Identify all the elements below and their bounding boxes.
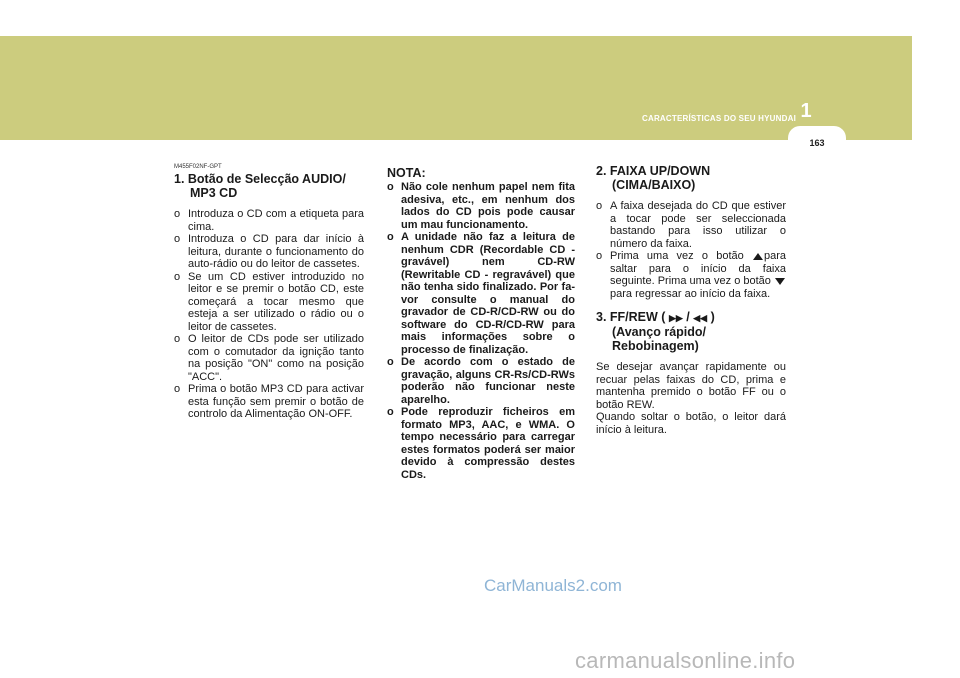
heading-text: 3. FF/REW (	[596, 310, 666, 324]
note-heading: NOTA:	[387, 166, 426, 180]
heading-text: )	[710, 310, 715, 324]
column-note	[387, 166, 575, 481]
note-item-text: A unidade não faz a leitura de nenhum CDR (Recordable CD - gravável) nem CD-RW (Rewritable CD - regravável) que não tenha sido finalizado. Por fa-vor consulte o manual do gravador de CD-R/CD-RW ou do software do CD-R/CD-RW para mais informações sobre o processo de finalização.	[401, 231, 575, 356]
watermark-carmanualsonline: carmanualsonline.info	[575, 648, 796, 673]
paragraph: Quando soltar o botão, o leitor dará início à leitura.	[596, 411, 786, 436]
list-item-text: O leitor de CDs pode ser utilizado com o comutador da ignição tanto na posição "ON" como na posição "ACC".	[188, 333, 364, 383]
bullet-marker: o	[387, 231, 394, 243]
note-item	[387, 181, 575, 231]
list-item-text: Introduza o CD para dar início à leitura, durante o funcionamento do auto-rádio ou do leitor de cassetes.	[188, 233, 364, 270]
list-item-text: para saltar para o início da faixa seguinte. Prima uma vez o botão	[610, 250, 786, 287]
list-item-text: Prima uma vez o botão	[610, 250, 744, 262]
bullet-marker: o	[387, 181, 394, 193]
heading-line: MP3 CD	[190, 186, 238, 200]
watermark-carmanuals2: CarManuals2.com	[484, 576, 622, 595]
list-item-text: Se um CD estiver introduzido no leitor e se premir o botão CD, este começará a tocar mesmo que esteja a ser utilizado o rádio ou o leitor de cassetes.	[188, 270, 364, 333]
down-arrow-icon	[775, 278, 785, 285]
note-item-text: De acordo com o estado de gravação, alguns CR-Rs/CD-RWs poderão não funcionar neste aparelho.	[401, 356, 575, 406]
list-item	[596, 200, 786, 250]
section-heading-ffrew	[596, 310, 786, 353]
heading-line: 1. Botão de Selecção AUDIO/	[174, 172, 346, 186]
note-item-text: Não cole nenhum papel nem fita adesiva, etc., em nenhum dos lados do CD pois pode causar um mau funcionamento.	[401, 181, 575, 231]
paragraph: Se desejar avançar rapidamente ou recuar pelas faixas do CD, prima e mantenha premido o botão FF ou o botão REW.	[596, 361, 786, 411]
list-item-text: A faixa desejada do CD que estiver a tocar pode ser seleccionada bastando para isso utilizar o número da faixa.	[610, 200, 786, 250]
chapter-number: 1	[800, 100, 812, 122]
list-item	[174, 233, 364, 271]
bullet-marker: o	[596, 250, 603, 262]
list-item-text: para regressar ao início da faixa.	[610, 287, 771, 300]
note-item	[387, 231, 575, 356]
bullet-marker: o	[387, 356, 394, 368]
bullet-marker: o	[174, 383, 181, 395]
bullet-marker: o	[174, 270, 181, 283]
note-item-text: Pode reproduzir ficheiros em formato MP3, AAC, e WMA. O tempo necessário para carregar estes formatos poderá ser maior devido à compressão destes CDs.	[401, 406, 575, 481]
bullet-marker: o	[174, 333, 181, 345]
rewind-icon: ◀◀	[693, 313, 708, 323]
section-code: M455F02NF-GPT	[174, 164, 222, 170]
list-item	[596, 250, 786, 300]
section-heading-track	[596, 164, 786, 192]
heading-line: (CIMA/BAIXO)	[612, 178, 696, 192]
column-audio-mp3	[174, 164, 364, 421]
heading-line: (Avanço rápido/ Rebobinagem)	[612, 325, 706, 353]
list-item	[174, 383, 364, 421]
bullet-marker: o	[174, 208, 181, 220]
chapter-title: CARACTERÍSTICAS DO SEU HYUNDAI	[641, 114, 796, 123]
heading-separator: /	[686, 310, 690, 324]
page-number: 163	[809, 138, 825, 148]
list-item-text: Introduza o CD com a etiqueta para cima.	[188, 208, 364, 233]
note-item	[387, 356, 575, 406]
column-track-ffrew	[596, 164, 786, 436]
list-item	[174, 333, 364, 383]
up-arrow-icon	[753, 253, 763, 260]
list-item	[174, 208, 364, 233]
section-heading	[174, 172, 364, 200]
header-band	[0, 36, 912, 140]
heading-line: 2. FAIXA UP/DOWN	[596, 164, 711, 178]
list-item-text: Prima o botão MP3 CD para activar esta função sem premir o botão de controlo da Alimentação ON-OFF.	[188, 383, 364, 420]
fast-forward-icon: ▶▶	[668, 313, 683, 323]
bullet-marker: o	[387, 406, 394, 418]
note-item	[387, 406, 575, 481]
bullet-marker: o	[174, 233, 181, 245]
list-item	[174, 271, 364, 334]
bullet-marker: o	[596, 200, 603, 212]
